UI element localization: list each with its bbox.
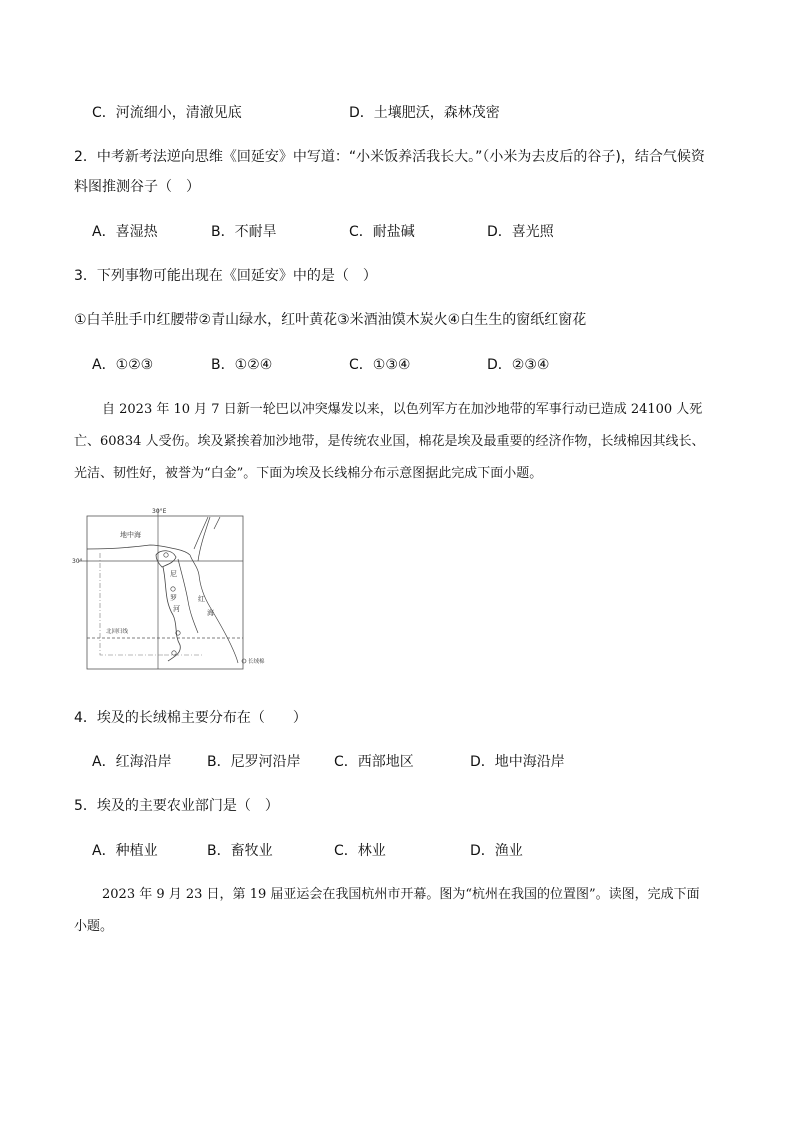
q5-stem: 5．埃及的主要农业部门是（ ）	[74, 798, 279, 814]
label-red-sea-2: 海	[207, 609, 214, 617]
q3-option-a: A．①②③	[92, 357, 154, 373]
q4-option-a: A．红海沿岸	[92, 754, 172, 770]
q5-option-c: C．林业	[334, 843, 386, 859]
q5-option-b: B．畜牧业	[207, 843, 273, 859]
label-nile-1: 尼	[170, 570, 177, 578]
cotton-marker	[164, 553, 168, 557]
q3-stem: 3．下列事物可能出现在《回延安》中的是（ ）	[74, 268, 377, 284]
q3-option-b: B．①②④	[211, 357, 273, 373]
egypt-cotton-map	[70, 505, 280, 675]
q2-stem-line2: 料图推测谷子（ ）	[74, 179, 200, 195]
q2-option-b: B．不耐旱	[211, 224, 277, 240]
nile-delta	[156, 551, 176, 567]
map-frame	[87, 516, 243, 669]
passage1-line1: 自 2023 年 10 月 7 日新一轮巴以冲突爆发以来，以色列军方在加沙地带的军事行动已造成 24100 人死	[102, 402, 703, 417]
q5-option-d: D．渔业	[470, 843, 523, 859]
q3-items: ①白羊肚手巾红腰带②青山绿水，红叶黄花③米酒油馍木炭火④白生生的窗纸红窗花	[74, 312, 587, 328]
passage2-line1: 2023 年 9 月 23 日，第 19 届亚运会在我国杭州市开幕。图为“杭州在我国的位置图”。读图，完成下面	[102, 887, 700, 902]
q4-stem: 4．埃及的长绒棉主要分布在（ ）	[74, 710, 307, 726]
cotton-marker	[172, 651, 176, 655]
label-nile-2: 罗	[170, 594, 177, 602]
q5-option-a: A．种植业	[92, 843, 158, 859]
cotton-marker	[171, 587, 175, 591]
label-tropic: 北回归线	[106, 629, 129, 635]
q2-option-a: A．喜湿热	[92, 224, 158, 240]
national-border	[100, 553, 202, 655]
q2-option-d: D．喜光照	[487, 224, 554, 240]
red-sea-coast	[178, 517, 238, 663]
nile-river	[163, 567, 180, 661]
label-nile-3: 河	[173, 605, 180, 613]
legend-label: 长绒棉	[248, 659, 265, 665]
q4-option-d: D．地中海沿岸	[470, 754, 565, 770]
label-red-sea-1: 红	[198, 595, 205, 603]
passage1-line3: 光洁、韧性好，被誉为“白金”。下面为埃及长线棉分布示意图据此完成下面小题。	[74, 466, 543, 481]
q2-stem-line1: 2．中考新考法逆向思维《回延安》中写道：“小米饭养活我长大。”（小米为去皮后的谷子)，结合气候资	[74, 149, 705, 165]
q3-option-c: C．①③④	[349, 357, 411, 373]
q2-option-c: C．耐盐碱	[349, 224, 415, 240]
mediterranean-coast	[87, 545, 190, 555]
passage1-line2: 亡、60834 人受伤。埃及紧挨着加沙地带，是传统农业国，棉花是埃及最重要的经济作物，长绒棉因其线长、	[74, 434, 705, 449]
label-mediterranean: 地中海	[120, 531, 141, 539]
q4-option-c: C．西部地区	[334, 754, 414, 770]
passage2-line2: 小题。	[74, 919, 114, 934]
q1-option-d: D．土壤肥沃，森林茂密	[349, 105, 500, 121]
q4-option-b: B．尼罗河沿岸	[207, 754, 301, 770]
sinai-coast	[194, 517, 220, 549]
lon-label: 30°E	[152, 508, 167, 515]
lat-label: 30°	[72, 558, 83, 565]
q1-option-c: C．河流细小，清澈见底	[92, 105, 242, 121]
q3-option-d: D．②③④	[487, 357, 550, 373]
